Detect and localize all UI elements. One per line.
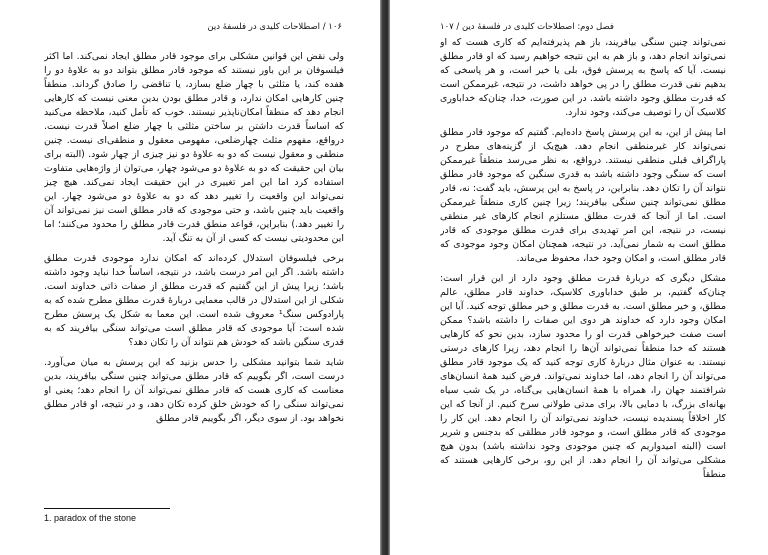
footnote: 1. paradox of the stone — [44, 513, 137, 523]
body-text-right — [440, 36, 726, 544]
paragraph: ولی نقض این قوانین مشکلی برای موجود قادر مطلق ایجاد نمی‌کند. اما اکثر فیلسوفان بر این باور نیستند که موجود قادر مطلق بتواند دو به علاوهٔ دو را هفده کند، یا مثلثی با چهار ضلع بسازد، یا تناقضی را صادق گرداند. منطقاً چنین کارهایی امکان ندارد، و قادر مطلق بودن بدین معنی نیست که کارهایی انجام دهد که منطقاً امکان‌ناپذیر نیستند. خوب که تأمل کنید، ملاحظه می‌کنید که اساساً قدرت داشتن بر ساختن مثلثی با چهار ضلع اصلاً قدرت نیست. درواقع، مفهوم مثلث چهارضلعی، مفهومی معقول و منطقی‌ای نیست. چنین منطقی و معقول نیست که دو به علاوهٔ دو نیز چیزی از چهار شود. (البته برای بیان این حقیقت که دو به علاوهٔ دو می‌شود چهار، می‌توان از واژه‌هایی متفاوت استفاده کرد اما این امر تغییری در این حقیقت ایجاد نمی‌کند. هیچ چیز نمی‌تواند این واقعیت را تغییر دهد که دو به علاوهٔ دو می‌شود چهار. این واقعیت باید چنین باشد، و حتی موجودی که قادر مطلق است نیز نمی‌تواند آن را تغییر دهد.) بنابراین، قواعد منطق قدرت قادر مطلق را محدود می‌کنند؛ اما این محدودیتی نیست که کسی از آن به تنگ آید. — [44, 51, 344, 244]
paragraph: شاید شما بتوانید مشکلی را حدس بزنید که این پرسش به میان می‌آورد. درست است، اگر بگوییم که قادر مطلق می‌تواند چنین سنگی بیافریند، بدین معناست که کاری هست که قادر مطلق نمی‌تواند آن را انجام دهد؛ یعنی او نمی‌تواند سنگی را که خودش خلق کرده تکان دهد، و در نتیجه، او قادر مطلق نخواهد بود. از سوی دیگر، اگر بگوییم قادر مطلق — [44, 357, 344, 424]
right-page — [390, 0, 768, 555]
paragraph: اما پیش از این، به این پرسش پاسخ داده‌ایم. گفتیم که موجود قادر مطلق نمی‌تواند کار غیرمنطقی انجام دهد. هیچ‌یک از گزینه‌های مطرح در پاراگراف قبلی منطقی نیستند. درواقع، به نظر می‌رسد منطقاً غیرممکن است که سنگی وجود داشته باشد به قدری سنگین که موجود قادر مطلق نتواند آن را تکان دهد. بنابراین، در پاسخ به این پرسش، باید گفت: نه، قادر مطلق نمی‌تواند چنین سنگی بیافریند؛ زیرا چنین کاری منطقاً غیرممکن است. اما از آنجا که قدرت مطلق مستلزم انجام کارهای غیر منطقی نیست، در نتیجه، این امر تهدیدی برای قدرت مطلق موجودی که قادر مطلق است به شمار نمی‌آید. در نتیجه، همچنان امکان وجود موجودی که قادر مطلق است، و امکان وجود خدا، محفوظ می‌ماند. — [440, 127, 726, 264]
running-head-left: ۱۰۶ / اصطلاحات کلیدی در فلسفهٔ دین — [207, 22, 342, 32]
paragraph: نمی‌تواند چنین سنگی بیافریند، باز هم پذیرفته‌ایم که کاری هست که او نمی‌تواند انجام دهد، و باز هم به این نتیجه خواهیم رسید که او قادر مطلق نیست. آیا که پاسخ به پرسش فوق، بلی یا خیر است، و هر پاسخی که بدهیم نفی قدرت مطلق را در پی خواهد داشت، در نتیجه، غیرممکن است که قدرت مطلق وجود داشته باشد. در این صورت، خدا، چنان‌که خداباوری کلاسیک آن را توصیف می‌کند، وجود ندارد. — [440, 37, 726, 118]
footnote-divider — [44, 508, 170, 509]
running-head-right: فصل دوم: اصطلاحات کلیدی در فلسفهٔ دین / ۱۰۷ — [440, 22, 614, 32]
body-text-left — [44, 50, 344, 490]
paragraph: مشکل دیگری که دربارهٔ قدرت مطلق وجود دارد از این قرار است: چنان‌که گفتیم، بر طبق خداباوری کلاسیک، خداوند قادر مطلق، عالم مطلق، و خیر مطلق است. به قدرت مطلق و خیر مطلق توجه کنید. آیا این امکان وجود دارد که خداوند هر دوی این صفات را داشته باشد؟ ممکن است صفت خیرخواهی قدرت او را محدود سازد، بدین نحو که کارهایی هستند که خدا منطقاً نمی‌تواند آن‌ها را انجام دهد، زیرا کارهای درستی نیستند. به عنوان مثال دربارهٔ کاری توجه کنید که یک موجود قادر مطلق می‌تواند آن را انجام دهد، اما خداوند نمی‌تواند. فرض کنید همهٔ انسان‌های شرافتمند جهان را، همراه با همهٔ انسان‌هایی بی‌گناه، در یک شب سیاه بهانه‌ای بزرگ، با دمایی بالا، برای مدتی طولانی سرخ کنیم. از آنجا که این کار اخلاقاً پسندیده نیست، خداوند نمی‌تواند آن را انجام دهد. این کار را موجودی که قادر مطلق است، و موجود قادر مطلقی که بدجنس و شریر است (البته امیدواریم که چنین موجودی وجود نداشته باشد) بدون هیچ مشکلی می‌تواند آن را انجام دهد. از این رو، برخی کارهایی هستند که منطقاً — [440, 273, 726, 480]
paragraph: برخی فیلسوفان استدلال کرده‌اند که امکان ندارد موجودی قدرت مطلق داشته باشد. اگر این امر درست باشد، در نتیجه، اساساً خدا نباید وجود داشته باشد؛ زیرا پیش از این گفتیم که قدرت مطلق از صفات ذاتی خداوند است. شکلی از این استدلال در قالب معمایی دربارهٔ قدرت مطلق مطرح شده که به پارادوکس سنگ¹ معروف شده است. این معما به شکل یک پرسش مطرح شده است: آیا موجودی که قادر مطلق است می‌تواند سنگی بیافریند که به قدری سنگین باشد که خودش هم نتواند آن را تکان دهد؟ — [44, 253, 344, 348]
book-gutter — [380, 0, 390, 555]
left-page — [0, 0, 380, 555]
